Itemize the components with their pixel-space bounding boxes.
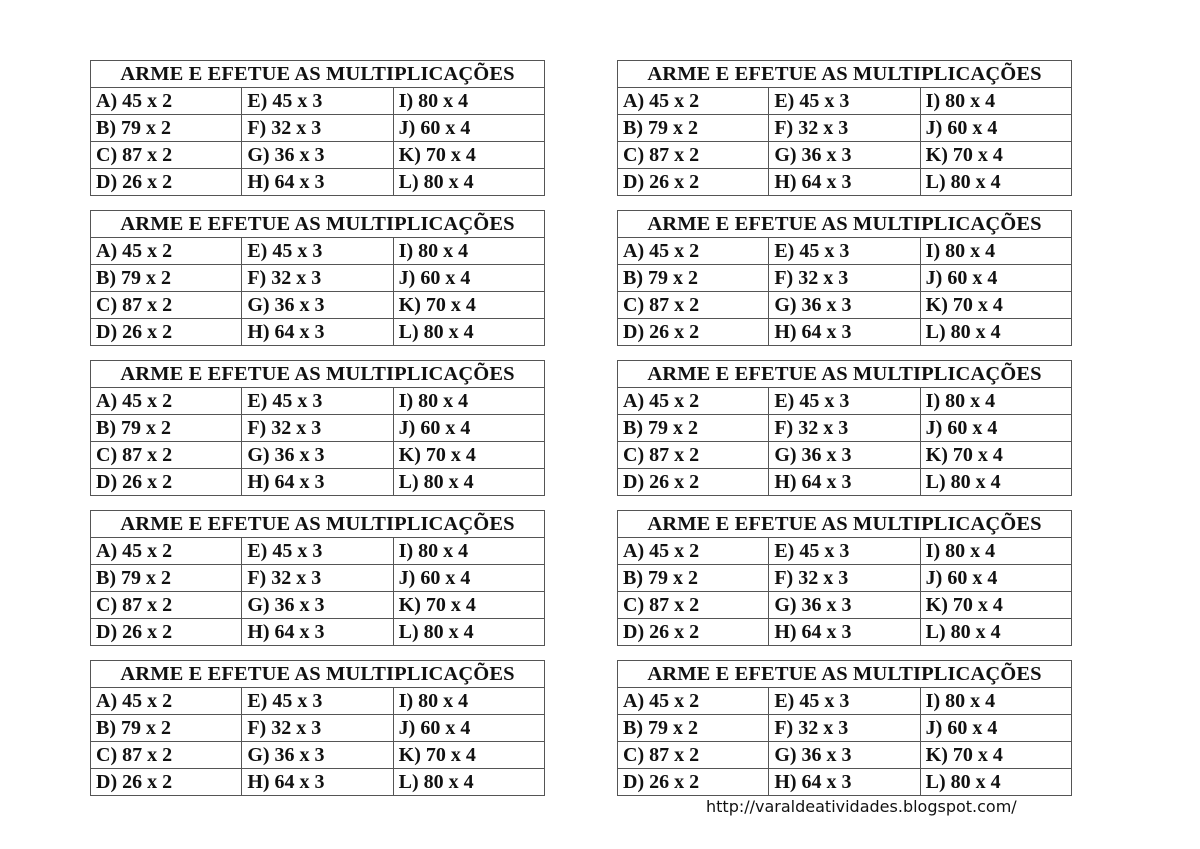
problem-cell: F) 32 x 3 — [241, 265, 392, 291]
problem-cell: J) 60 x 4 — [393, 265, 544, 291]
table-row — [91, 142, 544, 169]
problem-cell: I) 80 x 4 — [393, 388, 544, 414]
problem-cell: B) 79 x 2 — [96, 417, 171, 439]
problem-cell: A) 45 x 2 — [623, 540, 700, 562]
problem-cell: A) 45 x 2 — [623, 390, 700, 412]
table-row — [91, 415, 544, 442]
exercise-card — [90, 210, 545, 346]
problem-cell: L) 80 x 4 — [920, 619, 1071, 645]
problem-cell: K) 70 x 4 — [920, 592, 1071, 618]
problem-cell: J) 60 x 4 — [393, 415, 544, 441]
problem-cell: A) 45 x 2 — [96, 540, 173, 562]
problem-cell: L) 80 x 4 — [393, 319, 544, 345]
problem-cell: G) 36 x 3 — [241, 442, 392, 468]
problem-cell: G) 36 x 3 — [768, 292, 919, 318]
table-row — [91, 538, 544, 565]
exercise-card — [617, 60, 1072, 196]
table-row — [91, 565, 544, 592]
problem-cell: E) 45 x 3 — [768, 688, 919, 714]
table-row — [618, 238, 1071, 265]
problem-cell: I) 80 x 4 — [920, 88, 1071, 114]
card-title: ARME E EFETUE AS MULTIPLICAÇÕES — [91, 511, 544, 538]
table-row — [91, 742, 544, 769]
table-row — [618, 592, 1071, 619]
problem-cell: I) 80 x 4 — [393, 538, 544, 564]
exercise-card — [617, 210, 1072, 346]
problem-cell: E) 45 x 3 — [241, 238, 392, 264]
card-title: ARME E EFETUE AS MULTIPLICAÇÕES — [91, 361, 544, 388]
problem-cell: D) 26 x 2 — [96, 621, 173, 643]
problem-cell: J) 60 x 4 — [393, 715, 544, 741]
problem-cell: C) 87 x 2 — [96, 294, 173, 316]
problem-cell: I) 80 x 4 — [920, 238, 1071, 264]
card-title: ARME E EFETUE AS MULTIPLICAÇÕES — [618, 211, 1071, 238]
table-row — [618, 388, 1071, 415]
problem-cell: D) 26 x 2 — [623, 321, 700, 343]
problem-cell: F) 32 x 3 — [241, 565, 392, 591]
problem-cell: F) 32 x 3 — [241, 415, 392, 441]
problem-cell: D) 26 x 2 — [623, 471, 700, 493]
card-title: ARME E EFETUE AS MULTIPLICAÇÕES — [618, 661, 1071, 688]
problem-cell: A) 45 x 2 — [96, 240, 173, 262]
problem-cell: H) 64 x 3 — [768, 469, 919, 495]
problem-cell: G) 36 x 3 — [241, 592, 392, 618]
problem-cell: F) 32 x 3 — [768, 265, 919, 291]
problem-cell: H) 64 x 3 — [768, 619, 919, 645]
problem-cell: K) 70 x 4 — [393, 442, 544, 468]
problem-cell: A) 45 x 2 — [623, 240, 700, 262]
problem-cell: B) 79 x 2 — [623, 417, 698, 439]
problem-cell: B) 79 x 2 — [96, 717, 171, 739]
problem-cell: K) 70 x 4 — [920, 742, 1071, 768]
card-title: ARME E EFETUE AS MULTIPLICAÇÕES — [618, 511, 1071, 538]
problem-cell: D) 26 x 2 — [623, 171, 700, 193]
problem-cell: B) 79 x 2 — [96, 117, 171, 139]
problem-cell: C) 87 x 2 — [96, 744, 173, 766]
problem-cell: K) 70 x 4 — [393, 592, 544, 618]
problem-cell: L) 80 x 4 — [393, 469, 544, 495]
problem-cell: G) 36 x 3 — [241, 742, 392, 768]
problem-cell: G) 36 x 3 — [241, 292, 392, 318]
exercise-card — [90, 60, 545, 196]
table-row — [91, 238, 544, 265]
table-row — [618, 292, 1071, 319]
problem-cell: J) 60 x 4 — [393, 565, 544, 591]
table-row — [618, 469, 1071, 495]
problem-cell: L) 80 x 4 — [920, 169, 1071, 195]
table-row — [618, 565, 1071, 592]
table-row — [618, 538, 1071, 565]
problem-cell: I) 80 x 4 — [393, 238, 544, 264]
exercise-card — [90, 360, 545, 496]
problem-cell: K) 70 x 4 — [393, 742, 544, 768]
problem-cell: E) 45 x 3 — [241, 388, 392, 414]
problem-cell: E) 45 x 3 — [768, 238, 919, 264]
problem-cell: A) 45 x 2 — [96, 390, 173, 412]
table-row — [618, 169, 1071, 195]
table-row — [618, 88, 1071, 115]
problem-cell: G) 36 x 3 — [768, 592, 919, 618]
problem-cell: I) 80 x 4 — [920, 688, 1071, 714]
problem-cell: C) 87 x 2 — [623, 294, 700, 316]
problem-cell: F) 32 x 3 — [768, 565, 919, 591]
problem-cell: K) 70 x 4 — [393, 292, 544, 318]
problem-cell: H) 64 x 3 — [241, 169, 392, 195]
table-row — [91, 388, 544, 415]
table-row — [618, 688, 1071, 715]
problem-cell: L) 80 x 4 — [393, 769, 544, 795]
problem-cell: C) 87 x 2 — [96, 594, 173, 616]
problem-cell: C) 87 x 2 — [623, 444, 700, 466]
table-row — [618, 619, 1071, 645]
problem-cell: I) 80 x 4 — [393, 88, 544, 114]
problem-cell: G) 36 x 3 — [768, 142, 919, 168]
problem-cell: C) 87 x 2 — [623, 744, 700, 766]
problem-cell: H) 64 x 3 — [241, 619, 392, 645]
table-row — [91, 592, 544, 619]
problem-cell: E) 45 x 3 — [768, 538, 919, 564]
problem-cell: C) 87 x 2 — [96, 444, 173, 466]
table-row — [91, 442, 544, 469]
table-row — [91, 769, 544, 795]
table-row — [618, 265, 1071, 292]
problem-cell: B) 79 x 2 — [96, 267, 171, 289]
problem-cell: L) 80 x 4 — [920, 319, 1071, 345]
card-title: ARME E EFETUE AS MULTIPLICAÇÕES — [91, 211, 544, 238]
problem-cell: K) 70 x 4 — [393, 142, 544, 168]
problem-cell: L) 80 x 4 — [920, 469, 1071, 495]
problem-cell: C) 87 x 2 — [623, 144, 700, 166]
table-row — [91, 688, 544, 715]
problem-cell: D) 26 x 2 — [623, 771, 700, 793]
problem-cell: J) 60 x 4 — [920, 415, 1071, 441]
problem-cell: L) 80 x 4 — [920, 769, 1071, 795]
problem-cell: B) 79 x 2 — [623, 267, 698, 289]
problem-cell: J) 60 x 4 — [920, 115, 1071, 141]
table-row — [618, 442, 1071, 469]
problem-cell: L) 80 x 4 — [393, 169, 544, 195]
problem-cell: D) 26 x 2 — [96, 471, 173, 493]
problem-cell: H) 64 x 3 — [241, 769, 392, 795]
table-row — [91, 319, 544, 345]
problem-cell: I) 80 x 4 — [920, 538, 1071, 564]
problem-cell: J) 60 x 4 — [920, 715, 1071, 741]
problem-cell: J) 60 x 4 — [393, 115, 544, 141]
problem-cell: D) 26 x 2 — [96, 771, 173, 793]
problem-cell: E) 45 x 3 — [241, 688, 392, 714]
problem-cell: I) 80 x 4 — [393, 688, 544, 714]
problem-cell: K) 70 x 4 — [920, 142, 1071, 168]
exercise-card — [617, 510, 1072, 646]
problem-cell: L) 80 x 4 — [393, 619, 544, 645]
table-row — [618, 115, 1071, 142]
problem-cell: K) 70 x 4 — [920, 442, 1071, 468]
problem-cell: E) 45 x 3 — [241, 88, 392, 114]
problem-cell: B) 79 x 2 — [623, 717, 698, 739]
problem-cell: C) 87 x 2 — [96, 144, 173, 166]
table-row — [618, 715, 1071, 742]
problem-cell: H) 64 x 3 — [241, 319, 392, 345]
card-title: ARME E EFETUE AS MULTIPLICAÇÕES — [91, 61, 544, 88]
problem-cell: K) 70 x 4 — [920, 292, 1071, 318]
problem-cell: J) 60 x 4 — [920, 265, 1071, 291]
problem-cell: J) 60 x 4 — [920, 565, 1071, 591]
source-url: http://varaldeatividades.blogspot.com/ — [706, 797, 1017, 816]
problem-cell: G) 36 x 3 — [768, 442, 919, 468]
table-row — [91, 292, 544, 319]
card-title: ARME E EFETUE AS MULTIPLICAÇÕES — [91, 661, 544, 688]
exercise-card — [617, 660, 1072, 796]
table-row — [91, 715, 544, 742]
problem-cell: H) 64 x 3 — [768, 769, 919, 795]
problem-cell: G) 36 x 3 — [768, 742, 919, 768]
problem-cell: I) 80 x 4 — [920, 388, 1071, 414]
problem-cell: F) 32 x 3 — [241, 715, 392, 741]
problem-cell: F) 32 x 3 — [768, 715, 919, 741]
table-row — [618, 142, 1071, 169]
table-row — [91, 115, 544, 142]
exercise-card — [617, 360, 1072, 496]
table-row — [91, 265, 544, 292]
exercise-card — [90, 510, 545, 646]
problem-cell: G) 36 x 3 — [241, 142, 392, 168]
problem-cell: D) 26 x 2 — [96, 171, 173, 193]
problem-cell: A) 45 x 2 — [623, 90, 700, 112]
problem-cell: B) 79 x 2 — [96, 567, 171, 589]
table-row — [91, 169, 544, 195]
problem-cell: F) 32 x 3 — [768, 415, 919, 441]
problem-cell: H) 64 x 3 — [241, 469, 392, 495]
table-row — [91, 469, 544, 495]
table-row — [618, 769, 1071, 795]
problem-cell: D) 26 x 2 — [96, 321, 173, 343]
table-row — [91, 619, 544, 645]
problem-cell: C) 87 x 2 — [623, 594, 700, 616]
problem-cell: B) 79 x 2 — [623, 567, 698, 589]
problem-cell: A) 45 x 2 — [96, 90, 173, 112]
problem-cell: E) 45 x 3 — [241, 538, 392, 564]
card-title: ARME E EFETUE AS MULTIPLICAÇÕES — [618, 361, 1071, 388]
problem-cell: A) 45 x 2 — [96, 690, 173, 712]
problem-cell: A) 45 x 2 — [623, 690, 700, 712]
problem-cell: E) 45 x 3 — [768, 88, 919, 114]
problem-cell: E) 45 x 3 — [768, 388, 919, 414]
table-row — [618, 415, 1071, 442]
problem-cell: F) 32 x 3 — [768, 115, 919, 141]
exercise-card — [90, 660, 545, 796]
card-title: ARME E EFETUE AS MULTIPLICAÇÕES — [618, 61, 1071, 88]
problem-cell: B) 79 x 2 — [623, 117, 698, 139]
table-row — [618, 319, 1071, 345]
problem-cell: H) 64 x 3 — [768, 319, 919, 345]
problem-cell: H) 64 x 3 — [768, 169, 919, 195]
problem-cell: F) 32 x 3 — [241, 115, 392, 141]
table-row — [618, 742, 1071, 769]
problem-cell: D) 26 x 2 — [623, 621, 700, 643]
table-row — [91, 88, 544, 115]
